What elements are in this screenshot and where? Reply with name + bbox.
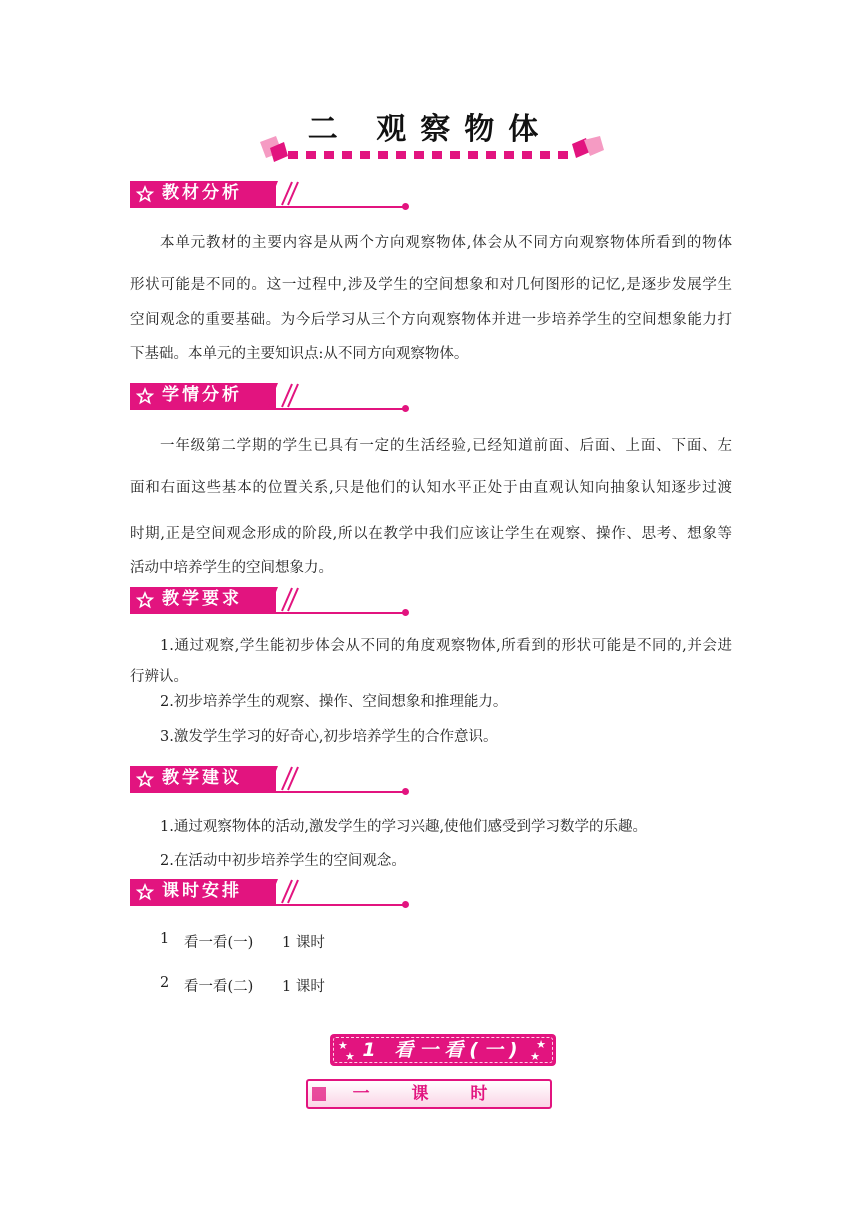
section-header-teaching-suggestions (130, 766, 412, 798)
period-label: 一 课 时 (352, 1084, 506, 1104)
schedule-number: 2 (160, 975, 170, 991)
paragraph-line: 2.初步培养学生的观察、操作、空间想象和推理能力。 (160, 694, 508, 710)
section-body-teaching-requirements (130, 636, 732, 756)
paragraph-line: 3.激发学生学习的好奇心,初步培养学生的合作意识。 (160, 729, 498, 745)
slash-decoration (268, 879, 300, 904)
paragraph-line: 下基础。本单元的主要知识点:从不同方向观察物体。 (130, 346, 469, 362)
period-banner (306, 1079, 552, 1109)
star-icon: ★ (530, 1050, 540, 1063)
star-icon: ★ (345, 1050, 355, 1063)
section-label: 教学建议 (162, 768, 242, 788)
star-icon: ★ (536, 1038, 546, 1051)
paragraph-line: 本单元教材的主要内容是从两个方向观察物体,体会从不同方向观察物体所看到的物体 (160, 235, 732, 251)
section-body-textbook-analysis (130, 233, 732, 373)
paragraph-line: 1.通过观察,学生能初步体会从不同的角度观察物体,所看到的形状可能是不同的,并会进 (160, 638, 732, 654)
slash-decoration (268, 181, 300, 206)
section-header-lesson-schedule (130, 879, 412, 911)
section-label: 教材分析 (162, 183, 242, 203)
schedule-number: 1 (160, 931, 170, 947)
schedule-hours: 1 课时 (282, 935, 325, 951)
section-header-student-analysis (130, 383, 412, 415)
chapter-title: 二 观察物体 (307, 112, 553, 147)
section-body-student-analysis (130, 436, 732, 576)
section-label: 教学要求 (162, 589, 242, 609)
section-body-teaching-suggestions (130, 817, 732, 877)
schedule-hours: 1 课时 (282, 979, 325, 995)
star-icon (135, 882, 155, 902)
schedule-lesson-name: 看一看(一) (184, 935, 254, 951)
paragraph-line: 形状可能是不同的。这一过程中,涉及学生的空间想象和对几何图形的记忆,是逐步发展学生 (130, 277, 732, 293)
paragraph-line: 活动中培养学生的空间想象力。 (130, 560, 333, 576)
title-decoration (254, 134, 606, 164)
paragraph-line: 1.通过观察物体的活动,激发学生的学习兴趣,使他们感受到学习数学的乐趣。 (160, 819, 648, 835)
star-icon (135, 769, 155, 789)
lesson-title-banner (330, 1034, 556, 1066)
lesson-title: 1 看一看(一) (362, 1039, 524, 1061)
section-label: 课时安排 (162, 881, 242, 901)
schedule-lesson-name: 看一看(二) (184, 979, 254, 995)
paragraph-line: 一年级第二学期的学生已具有一定的生活经验,已经知道前面、后面、上面、下面、左 (160, 438, 732, 454)
star-icon (135, 590, 155, 610)
slash-decoration (268, 383, 300, 408)
paragraph-line: 面和右面这些基本的位置关系,只是他们的认知水平正处于由直观认知向抽象认知逐步过渡 (130, 480, 732, 496)
slash-decoration (268, 766, 300, 791)
slash-decoration (268, 587, 300, 612)
star-icon: ★ (338, 1039, 348, 1052)
star-icon (135, 386, 155, 406)
paragraph-line: 2.在活动中初步培养学生的空间观念。 (160, 853, 406, 869)
star-icon (135, 184, 155, 204)
paragraph-line: 时期,正是空间观念形成的阶段,所以在教学中我们应该让学生在观察、操作、思考、想象等 (130, 526, 732, 542)
section-label: 学情分析 (162, 385, 242, 405)
paragraph-line: 行辨认。 (130, 669, 188, 685)
section-header-teaching-requirements (130, 587, 412, 619)
section-header-textbook-analysis (130, 181, 412, 213)
paragraph-line: 空间观念的重要基础。为今后学习从三个方向观察物体并进一步培养学生的空间想象能力打 (130, 312, 732, 328)
